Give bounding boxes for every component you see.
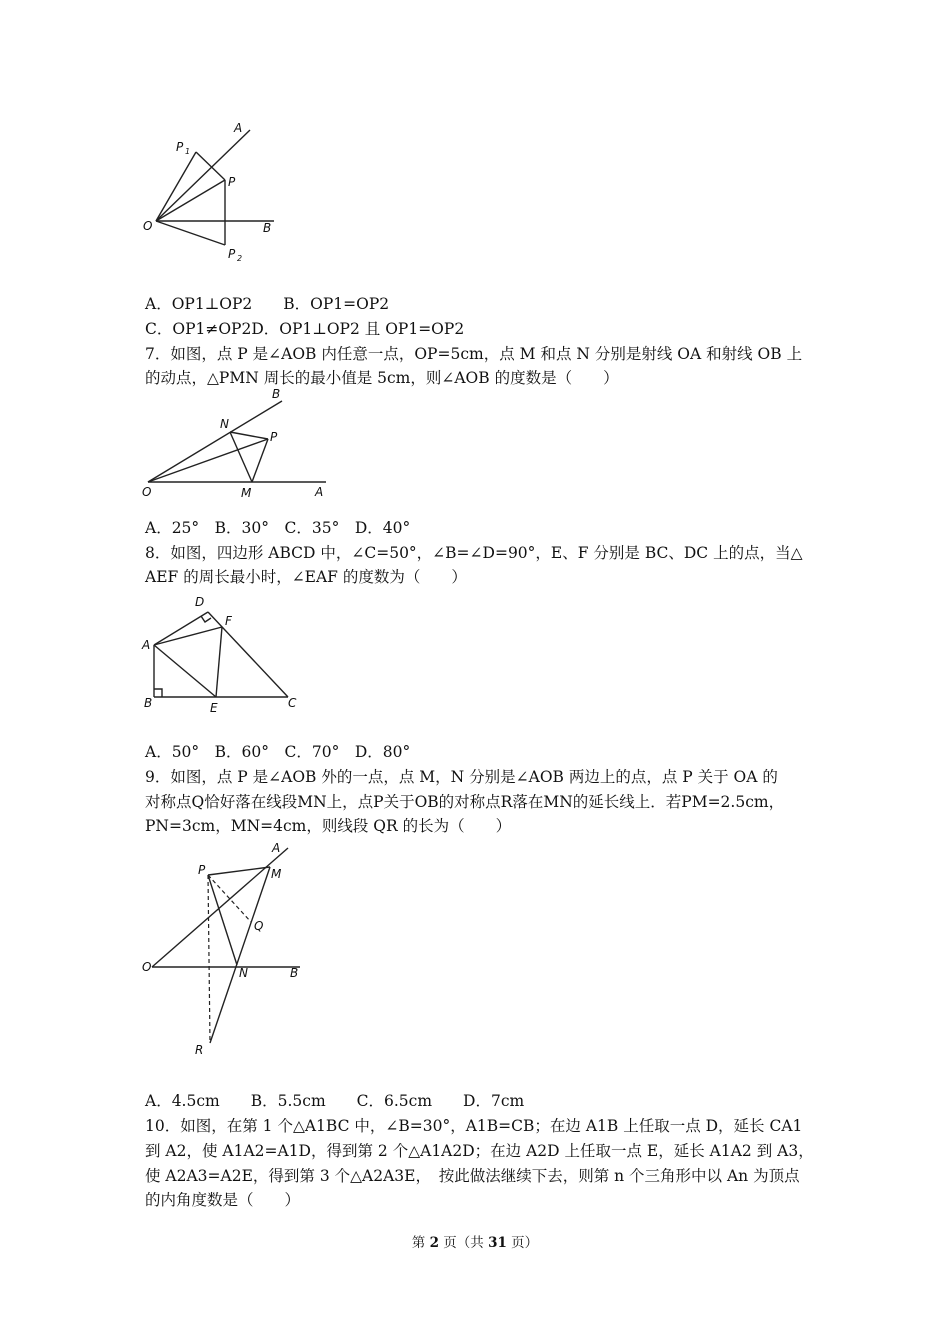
label-F: F: [225, 614, 232, 628]
q8-options: A．50° B．60° C．70° D．80°: [145, 743, 411, 761]
figure-q6: [140, 118, 290, 268]
q9-text-line2: 对称点Q恰好落在线段MN上，点P关于OB的对称点R落在MN的延长线上．若PM=2.5cm，: [145, 793, 785, 811]
label-M: M: [241, 486, 252, 500]
label-B: B: [144, 696, 153, 710]
label-P: P: [228, 175, 236, 189]
label-O: O: [142, 960, 152, 974]
footer-prefix: 第: [411, 1235, 430, 1251]
q7-text-line2: 的动点，△PMN 周长的最小值是 5cm，则∠AOB 的度数是（ ）: [145, 369, 619, 387]
label-O: O: [142, 485, 152, 499]
q10-text-line3: 使 A2A3=A2E，得到第 3 个△A2A3E， 按此做法继续下去，则第 n 个三角形中以 An 为顶点: [145, 1167, 800, 1185]
label-Q: Q: [254, 919, 264, 933]
q10-text-line4: 的内角度数是（ ）: [145, 1191, 301, 1209]
q9-text-line3: PN=3cm，MN=4cm，则线段 QR 的长为（ ）: [145, 817, 512, 835]
label-O: O: [143, 219, 153, 233]
q8-text-line1: 8．如图，四边形 ABCD 中，∠C=50°，∠B=∠D=90°，E、F 分别是 BC、DC 上的点，当△: [145, 544, 803, 562]
label-P2-sub: 2: [237, 254, 243, 263]
label-R: R: [195, 1043, 204, 1057]
q6-options-cd: C．OP1≠OP2D．OP1⊥OP2 且 OP1=OP2: [145, 320, 465, 338]
q9-text-line1: 9．如图，点 P 是∠AOB 外的一点，点 M，N 分别是∠AOB 两边上的点，点 P 关于 OA 的: [145, 768, 778, 786]
figure-q7: [140, 384, 340, 504]
figure-q8: [140, 592, 310, 718]
figure-q9: [140, 840, 320, 1060]
label-P1: P: [176, 140, 184, 154]
page-footer: [0, 1231, 950, 1251]
label-N: N: [220, 417, 229, 431]
q10-text-line1: 10．如图，在第 1 个△A1BC 中，∠B=30°，A1B=CB；在边 A1B 上任取一点 D，延长 CA1: [145, 1117, 803, 1135]
label-M: M: [271, 867, 282, 881]
q10-text-line2: 到 A2，使 A1A2=A1D，得到第 2 个△A1A2D；在边 A2D 上任取一点 E，延长 A1A2 到 A3，: [145, 1142, 814, 1160]
footer-middle: 页（共: [439, 1235, 489, 1251]
label-A: A: [315, 485, 324, 499]
q9-options: A．4.5cm B．5.5cm C．6.5cm D．7cm: [145, 1092, 525, 1110]
label-C: C: [288, 696, 297, 710]
q7-text-line1: 7．如图，点 P 是∠AOB 内任意一点，OP=5cm，点 M 和点 N 分别是射线 OA 和射线 OB 上: [145, 345, 803, 363]
q8-text-line2: AEF 的周长最小时，∠EAF 的度数为（ ）: [145, 568, 467, 586]
label-A: A: [272, 841, 281, 855]
label-E: E: [210, 701, 218, 715]
footer-total-pages: 31: [488, 1235, 507, 1251]
footer-page-number: 2: [429, 1235, 439, 1251]
label-B: B: [272, 387, 281, 401]
label-D: D: [195, 595, 205, 609]
label-B: B: [290, 966, 299, 980]
q7-options: A．25° B．30° C．35° D．40°: [145, 519, 411, 537]
label-P: P: [270, 430, 278, 444]
label-B: B: [263, 221, 272, 235]
label-P: P: [198, 863, 206, 877]
label-P2: P: [228, 247, 236, 261]
label-N: N: [239, 966, 248, 980]
label-A: A: [142, 638, 151, 652]
label-P1-sub: 1: [185, 147, 191, 156]
q6-options-ab: A．OP1⊥OP2 B．OP1=OP2: [145, 295, 390, 313]
footer-suffix: 页）: [506, 1235, 539, 1251]
label-A: A: [234, 121, 243, 135]
